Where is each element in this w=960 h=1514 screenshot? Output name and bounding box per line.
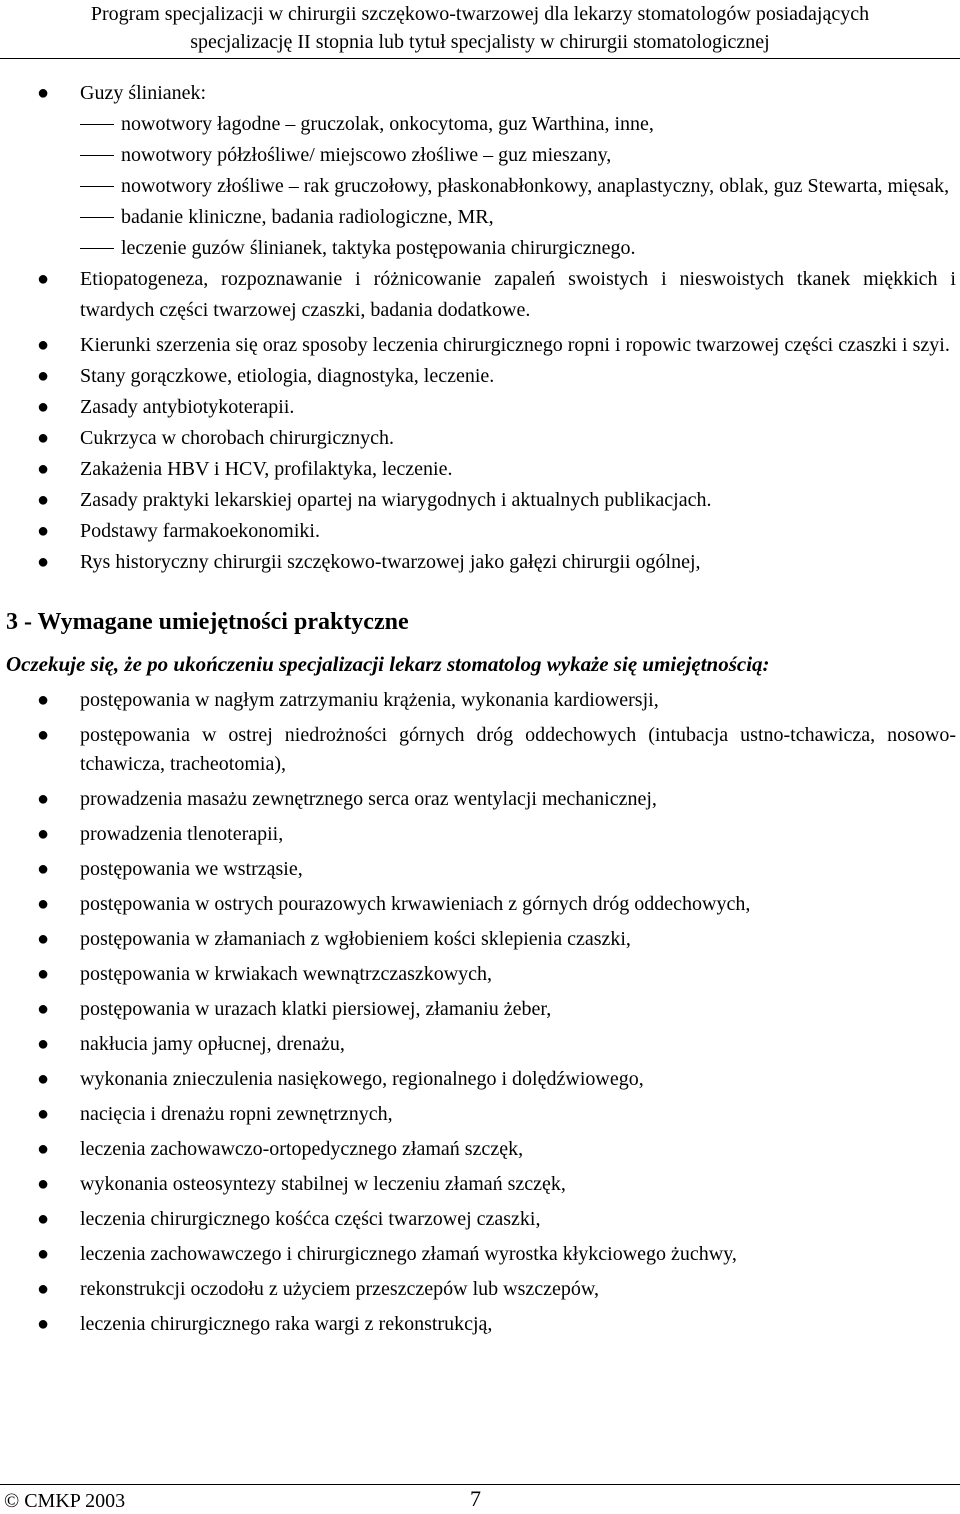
bullet-icon: ● xyxy=(37,1103,50,1125)
skill-item: ● postępowania w urazach klatki piersiowej, złamaniu żeber, xyxy=(0,995,960,1024)
bullet-icon: ● xyxy=(37,268,50,290)
bullet-icon: ● xyxy=(37,489,50,511)
bullet-icon: ● xyxy=(37,1278,50,1300)
bullet-icon: ● xyxy=(37,1208,50,1230)
list-item: ● Etiopatogeneza, rozpoznawanie i różnicowanie zapaleń swoistych i nieswoistych tkanek miękkich i twardych części twarzowej czaszki, badania dodatkowe. xyxy=(0,264,960,326)
footer-divider xyxy=(0,1484,960,1485)
bullet-icon: ● xyxy=(37,458,50,480)
bullet-icon: ● xyxy=(37,365,50,387)
skill-item: ● leczenia zachowawczego i chirurgicznego złamań wyrostka kłykciowego żuchwy, xyxy=(0,1240,960,1269)
list-item: ● Cukrzyca w chorobach chirurgicznych. xyxy=(0,423,960,454)
list-item: ● Podstawy farmakoekonomiki. xyxy=(0,516,960,547)
dash-icon xyxy=(80,186,114,187)
dash-icon xyxy=(80,124,114,125)
header-divider xyxy=(0,58,960,59)
bullet-icon: ● xyxy=(37,1068,50,1090)
footer-copyright: © CMKP 2003 xyxy=(4,1490,126,1512)
bullet-icon: ● xyxy=(37,788,50,810)
section-intro: Oczekuje się, że po ukończeniu specjalizacji lekarz stomatolog wykaże się umiejętnością: xyxy=(6,652,770,676)
bullet-icon: ● xyxy=(37,1243,50,1265)
bullet-icon: ● xyxy=(37,893,50,915)
skill-item: ● postępowania w ostrych pourazowych krwawieniach z górnych dróg oddechowych, xyxy=(0,890,960,919)
skill-item: ● leczenia chirurgicznego kośćca części twarzowej czaszki, xyxy=(0,1205,960,1234)
header-line-2: specjalizację II stopnia lub tytuł specjalisty w chirurgii stomatologicznej xyxy=(190,31,770,53)
skill-item: ● postępowania w nagłym zatrzymaniu krążenia, wykonania kardiowersji, xyxy=(0,686,960,715)
bullet-icon: ● xyxy=(37,998,50,1020)
sub-list-item: nowotwory złośliwe – rak gruczołowy, płaskonabłonkowy, anaplastyczny, oblak, guz Stewarta, mięsak, xyxy=(0,171,960,202)
skill-item: ● leczenia zachowawczo-ortopedycznego złamań szczęk, xyxy=(0,1135,960,1164)
page-number: 7 xyxy=(470,1486,481,1511)
list-item: ● Kierunki szerzenia się oraz sposoby leczenia chirurgicznego ropni i ropowic twarzowej części czaszki i szyi. xyxy=(0,330,960,361)
bullet-icon: ● xyxy=(37,1173,50,1195)
section-heading: 3 - Wymagane umiejętności praktyczne xyxy=(6,609,409,635)
skill-item: ● nakłucia jamy opłucnej, drenażu, xyxy=(0,1030,960,1059)
skill-item: ● leczenia chirurgicznego raka wargi z rekonstrukcją, xyxy=(0,1310,960,1339)
skill-item: ● postępowania w ostrej niedrożności górnych dróg oddechowych (intubacja ustno-tchawicza, nosowo-tchawicza, tracheotomia), xyxy=(0,721,960,779)
bullet-icon: ● xyxy=(37,427,50,449)
list-item: ● Guzy ślinianek: xyxy=(0,78,960,109)
skill-item: ● postępowania we wstrząsie, xyxy=(0,855,960,884)
bullet-icon: ● xyxy=(37,823,50,845)
list-item: ● Zasady antybiotykoterapii. xyxy=(0,392,960,423)
dash-icon xyxy=(80,217,114,218)
skill-item: ● wykonania osteosyntezy stabilnej w leczeniu złamań szczęk, xyxy=(0,1170,960,1199)
sub-list-item: nowotwory łagodne – gruczolak, onkocytoma, guz Warthina, inne, xyxy=(0,109,960,140)
skill-item: ● prowadzenia masażu zewnętrznego serca oraz wentylacji mechanicznej, xyxy=(0,785,960,814)
list-item: ● Zasady praktyki lekarskiej opartej na wiarygodnych i aktualnych publikacjach. xyxy=(0,485,960,516)
list-item: ● Rys historyczny chirurgii szczękowo-twarzowej jako gałęzi chirurgii ogólnej, xyxy=(0,547,960,578)
bullet-icon: ● xyxy=(37,334,50,356)
header-line-1: Program specjalizacji w chirurgii szczękowo-twarzowej dla lekarzy stomatologów posiadających xyxy=(90,3,870,25)
bullet-icon: ● xyxy=(37,1138,50,1160)
page-header xyxy=(0,0,960,56)
skill-item: ● prowadzenia tlenoterapii, xyxy=(0,820,960,849)
document-body xyxy=(0,78,960,1345)
skill-item: ● postępowania w krwiakach wewnątrzczaszkowych, xyxy=(0,960,960,989)
bullet-icon: ● xyxy=(37,396,50,418)
bullet-icon: ● xyxy=(37,520,50,542)
skill-item: ● postępowania w złamaniach z wgłobieniem kości sklepienia czaszki, xyxy=(0,925,960,954)
dash-icon xyxy=(80,155,114,156)
bullet-icon: ● xyxy=(37,963,50,985)
skill-item: ● wykonania znieczulenia nasiękowego, regionalnego i dolędźwiowego, xyxy=(0,1065,960,1094)
bullet-icon: ● xyxy=(37,1033,50,1055)
list-item: ● Zakażenia HBV i HCV, profilaktyka, leczenie. xyxy=(0,454,960,485)
bullet-icon: ● xyxy=(37,1313,50,1335)
skill-item: ● nacięcia i drenażu ropni zewnętrznych, xyxy=(0,1100,960,1129)
sub-list-item: nowotwory półzłośliwe/ miejscowo złośliwe – guz mieszany, xyxy=(0,140,960,171)
bullet-icon: ● xyxy=(37,689,50,711)
dash-icon xyxy=(80,248,114,249)
bullet-icon: ● xyxy=(37,82,50,104)
bullet-icon: ● xyxy=(37,928,50,950)
bullet-icon: ● xyxy=(37,724,50,746)
bullet-icon: ● xyxy=(37,858,50,880)
bullet-icon: ● xyxy=(37,551,50,573)
sub-list-item: leczenie guzów ślinianek, taktyka postępowania chirurgicznego. xyxy=(0,233,960,264)
sub-list-item: badanie kliniczne, badania radiologiczne, MR, xyxy=(0,202,960,233)
skill-item: ● rekonstrukcji oczodołu z użyciem przeszczepów lub wszczepów, xyxy=(0,1275,960,1304)
list-item: ● Stany gorączkowe, etiologia, diagnostyka, leczenie. xyxy=(0,361,960,392)
